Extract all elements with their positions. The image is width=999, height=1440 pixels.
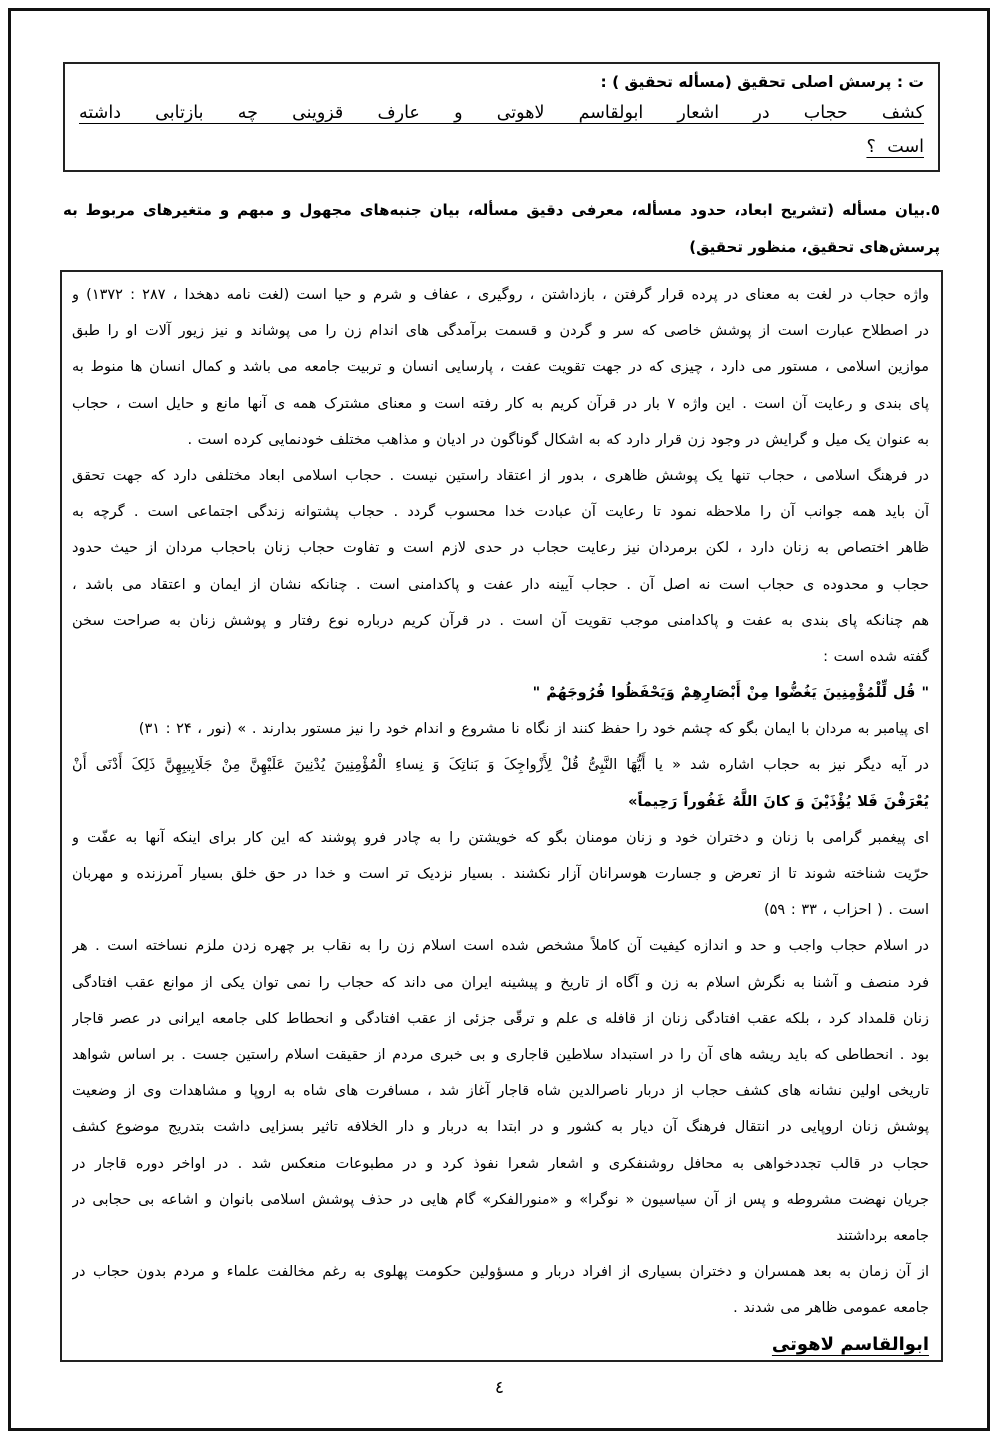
body-line: هم چنانکه پای بندی به عفت و پاکدامنی موجب تقویت آن است . در قرآن کریم درباره نوع رفتار و پوشش زنان به صراحت سخن — [72, 612, 929, 629]
text-line: کشف حجاب در اشعار ابولقاسم لاهوتی و عارف قزوینی چه بازتابی داشته — [79, 103, 924, 123]
body-text — [72, 277, 929, 1326]
body-line: ای پیغمبر گرامی با زنان و دختران خود و زنان مومنان بگو که خویشتن را به چادر فرو پوشند که این کار برای اینکه آنها به عفّت و — [72, 829, 929, 846]
body-line: حجاب و محدوده ی حجاب است نه اصل آن . حجاب آیینه دار عفت و پاکدامنی است . چنانکه نشان از ایمان و اعتقاد می باشد ، — [72, 576, 929, 593]
body-line: تاریخی اولین نشانه های کشف حجاب از دربار ناصرالدین شاه قاجار آغاز شد ، مسافرت های شاه به اروپا و مشاهدات وی از وضعیت — [72, 1083, 929, 1100]
body-line: جامعه عمومی ظاهر می شدند . — [733, 1300, 929, 1317]
page-number: ٤ — [494, 1378, 505, 1398]
body-line: ای پیامبر به مردان با ایمان بگو که چشم خود را حفظ کنند از نگاه نا مشروع و اندام خود را نیز مستور بدارند . » (نور ، ۲۴ : ۳۱) — [138, 721, 929, 738]
body-line: پای بندی و رعایت آن است . این واژه ۷ بار در قرآن کریم به کار رفته است و معنای مشترک همه ی آنها مانع و حایل است ، حجاب — [72, 395, 929, 412]
body-line: از آن زمان به بعد همسران و دختران بسیاری از افراد دربار و مسؤولین حکومت پهلوی به رغم مخالفت علماء و مردم بدون حجاب در — [72, 1264, 929, 1281]
body-line: آن باید همه جوانب آن را ملاحظه نمود تا رعایت آن عبادت خدا محسوب گردد . حجاب پشتوانه زندگی اجتماعی است . گرچه به — [72, 504, 929, 521]
text-line: پرسش‌های تحقیق، منظور تحقیق) — [689, 238, 940, 256]
research-question-box — [63, 62, 940, 172]
section-heading — [63, 192, 940, 266]
body-line: در اصطلاح عبارت است از پوشش خاصی که سر و گردن و قسمت برآمدگی های اندام زن را می پوشاند و نیز زیور آلات او را طبق — [72, 323, 929, 340]
text-line: ٥.بیان مسأله (تشریح ابعاد، حدود مسأله، معرفی دقیق مسأله، بیان جنبه‌های مجهول و مبهم و متغیرهای مربوط به — [63, 201, 940, 219]
body-line: ظاهر اختصاص به زنان دارد ، لکن برمردان نیز رعایت حجاب در حدی لازم است و تفاوت حجاب زنان باحجاب مردان از حیث حدود — [72, 540, 929, 557]
poet-heading: ابوالقاسم لاهوتی — [771, 1334, 929, 1356]
body-line: در اسلام حجاب واجب و حد و اندازه کیفیت آن کاملاً مشخص شده است اسلام زن را به نقاب بر چهره زدن ملزم نساخته است . هر — [72, 938, 929, 955]
body-line: واژه حجاب در لغت به معنای در پرده قرار گرفتن ، بازداشتن ، روگیری ، عفاف و شرم و حیا است (لغت نامه دهخدا ، ۲۸۷ : ۱۳۷۲) و — [72, 287, 929, 303]
body-line: در آیه دیگر نیز به حجاب اشاره شد « یا أَیُّهَا النَّبِیُّ قُلْ لِأَزْواجِکَ وَ بَناتِکَ وَ نِساءِ الْمُؤْمِنِینَ یُدْنِینَ عَلَیْهِنَّ مِنْ جَلَابِیبِهِنَّ ذَلِکَ أَدْنَی أَنْ — [72, 757, 929, 774]
body-text-box — [60, 270, 943, 1362]
research-question-label: ت : پرسش اصلی تحقیق (مسأله تحقیق ) : — [600, 73, 924, 91]
body-line: موازین اسلامی ، مستور می دارد ، چیزی که در جهت تقویت عفت ، پارسایی انسان و تربیت جامعه می باشد و کمال انسان ها منوط به — [72, 359, 929, 376]
body-line: حرّیت شناخته شوند تا از تعرض و جسارت هوسرانان آزار نکشند . بسیار نزدیک تر است و خدا در حق خلق بسیار آمرزنده و مهربان — [72, 866, 929, 882]
body-line: زنان قلمداد کرد ، بلکه عقب افتادگی زنان از قافله ی علم و ترقّی جزئی از عقب افتادگی و انحطاط کلی جامعه ایرانی در عصر قاجار — [72, 1010, 929, 1027]
body-line: پوشش زنان اروپایی در انتقال فرهنگ آن دیار به کشور و در ابتدا به دربار و دار الخلافه تاثیر بسزایی داشت بتدریج موضوع کشف — [72, 1119, 929, 1136]
body-line: جامعه برداشتند — [836, 1227, 929, 1244]
text-line: است ؟ — [866, 137, 924, 157]
body-line: بود . انحطاطی که باید ریشه های آن را در استبداد سلاطین قاجاری و بی خبری مردم از حقیقت اسلام راستین جست . بر اساس شواهد — [72, 1046, 929, 1063]
body-line: گفته شده است : — [823, 648, 929, 665]
body-line: " قُل لِّلْمُؤْمِنِینَ یَغُضُّوا مِنْ أَبْصَارِهِمْ وَیَحْفَظُوا فُرُوجَهُمْ " — [532, 685, 929, 702]
body-line: است . ( احزاب ، ۳۳ : ۵۹) — [763, 902, 929, 919]
research-question-text — [79, 96, 924, 164]
body-line: به عنوان یک میل و گرایش در وجود زن قرار دارد که به اشکال گوناگون در ادیان و مذاهب مختلف خودنمایی کرده است . — [187, 431, 929, 448]
body-line: در فرهنگ اسلامی ، حجاب تنها یک پوشش ظاهری ، بدور از اعتقاد راستین نیست . حجاب اسلامی ابعاد مختلفی دارد که جهت تحقق — [72, 467, 929, 484]
body-line: حجاب در قالب تجددخواهی به محافل روشنفکری و اشعار شعرا نفوذ کرد و در مطبوعات منعکس شد . در اواخر دوره قاجار در — [72, 1155, 929, 1172]
body-line: جریان نهضت مشروطه و پس از آن سیاسیون « نوگرا» و «منورالفکر» گام هایی در حذف پوشش اسلامی بانوان و اشاعه بی حجابی در — [72, 1191, 929, 1208]
body-line: یُعْرَفْنَ فَلا یُؤْذَیْنَ وَ کانَ اللَّهُ غَفُوراً رَحِیماً» — [628, 793, 929, 810]
body-line: فرد منصف و آشنا به نگرش اسلام به زن و آگاه از تاریخ و پیشینه ایران می داند که حجاب را نمی توان یکی از موانع عقب افتادگی — [72, 974, 929, 991]
